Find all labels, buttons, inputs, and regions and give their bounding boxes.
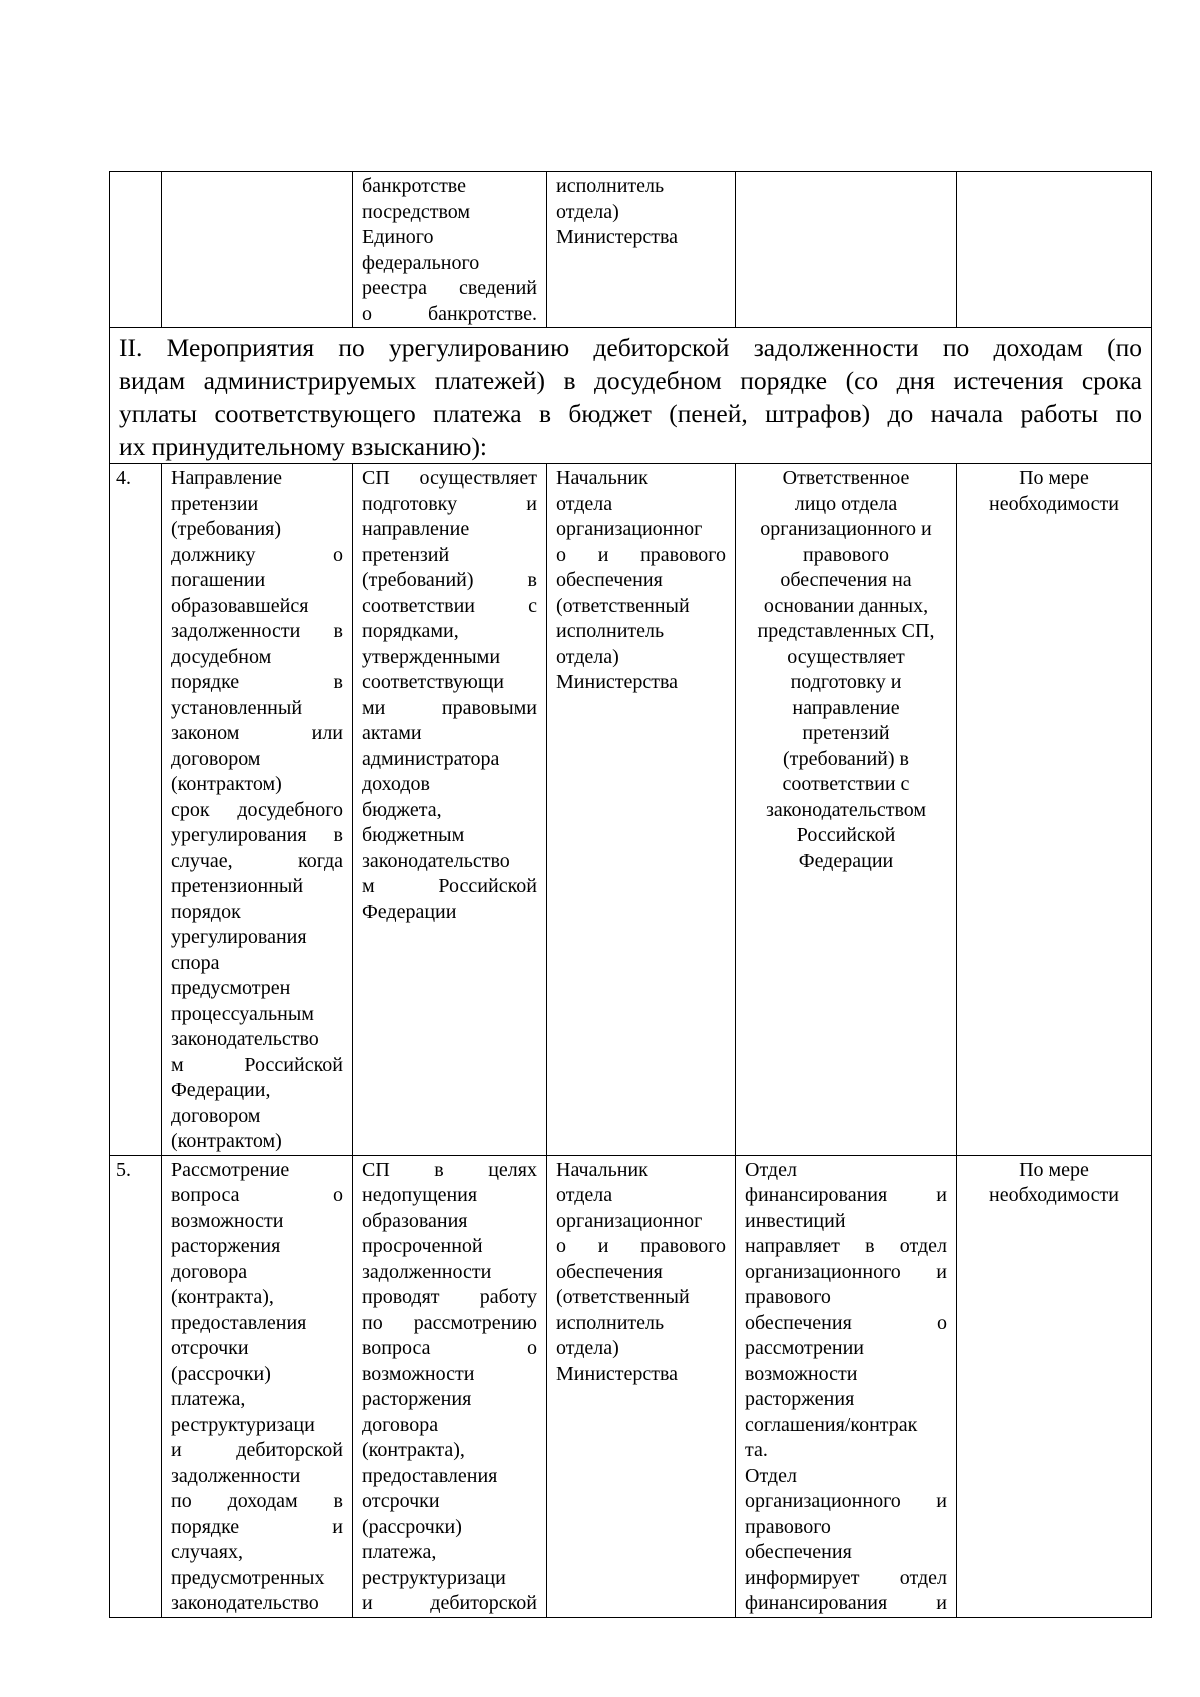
cell-text-line: направление	[792, 696, 900, 719]
cell-text-line: претензий	[362, 543, 450, 566]
cell-text-line: Министерства	[556, 1362, 679, 1385]
cell-text-line: организационного и	[745, 1260, 947, 1283]
cell-text-line: отдела)	[556, 645, 619, 668]
cell-text-line: Единого	[362, 226, 434, 248]
cell-text-line: претензионный	[171, 875, 304, 897]
cell-text-line: (контрактом)	[171, 773, 282, 795]
cell-text-line: Российской	[796, 824, 896, 846]
cell-text-line: реструктуризаци	[362, 1566, 506, 1589]
cell-text-line: Федерации	[798, 849, 894, 872]
cell-text-line: Отдел	[745, 1464, 797, 1487]
cell-text-line: направление	[362, 518, 470, 540]
cell-text-line: рассмотрении	[745, 1337, 864, 1359]
cell-text-line: законодательство	[171, 1028, 319, 1050]
cell-text-line: соответствии с	[362, 594, 537, 617]
cell-text-line: (ответственный	[556, 594, 690, 617]
section-title-line: их принудительному взысканию):	[119, 432, 488, 461]
cell-text-line: финансирования и	[745, 1592, 947, 1614]
actions-cell	[736, 172, 957, 328]
cell-text-line: расторжения	[745, 1388, 855, 1410]
cell-text-line: Ответственное	[782, 467, 910, 489]
cell-text-line: (требований) в	[783, 747, 909, 770]
procedure-cell	[353, 1155, 547, 1617]
cell-text-line: правового	[745, 1515, 831, 1538]
cell-text-line: ми правовыми	[362, 696, 537, 719]
section-title-line: видам администрируемых платежей) в досудебном порядке (со дня истечения срока	[119, 366, 1142, 395]
cell-text-line: СП осуществляет	[362, 467, 537, 489]
cell-text-line: доходов	[362, 773, 430, 795]
cell-text-line: порядке и	[171, 1515, 343, 1538]
cell-text-line: обеспечения	[556, 1260, 663, 1283]
cell-text-line: та.	[745, 1439, 768, 1461]
cell-text-line: необходимости	[988, 492, 1119, 515]
cell-text-line: бюджета,	[362, 798, 442, 821]
row-number-cell	[110, 172, 162, 328]
cell-text-line: предусмотренных	[171, 1566, 325, 1589]
cell-text-line: Министерства	[556, 671, 679, 693]
cell-text-line: урегулирования	[171, 926, 307, 948]
cell-text-line: По мере	[1019, 467, 1089, 489]
cell-text-line: актами	[362, 722, 422, 744]
cell-text-line: досудебном	[171, 645, 272, 668]
cell-text-line: администратора	[362, 747, 500, 770]
cell-text-line: о и правового	[556, 543, 726, 566]
cell-text-line: правового	[803, 543, 889, 566]
cell-text-line: Начальник	[556, 467, 648, 489]
cell-text-line: обеспечения	[556, 569, 663, 591]
event-name-cell	[162, 464, 353, 1156]
cell-text-line: утвержденными	[362, 645, 501, 668]
cell-text-line: порядок	[171, 900, 241, 923]
cell-text-line: срок досудебного	[171, 798, 343, 821]
cell-text-line: возможности	[362, 1362, 475, 1385]
row-number: 5.	[110, 1155, 162, 1617]
cell-text-line: исполнитель	[556, 175, 665, 197]
cell-text-line: лицо отдела	[794, 492, 898, 515]
cell-text-line: (рассрочки)	[171, 1362, 271, 1385]
cell-text-line: организационног	[556, 518, 703, 540]
cell-text-line: Рассмотрение	[171, 1158, 290, 1181]
cell-text-line: отдела	[556, 492, 613, 515]
cell-text-line: исполнитель	[556, 620, 665, 642]
cell-text-line: отдела)	[556, 1337, 619, 1359]
cell-text-line: задолженности	[362, 1260, 492, 1283]
cell-text-line: Направление	[171, 467, 282, 489]
deadline-cell	[957, 464, 1152, 1156]
cell-text-line: платежа,	[171, 1388, 246, 1410]
cell-text-line: законодательством	[765, 798, 927, 821]
responsible-cell	[547, 464, 736, 1156]
cell-text-line: о и правового	[556, 1235, 726, 1257]
section-title	[110, 328, 1152, 464]
cell-text-line: Федерации,	[171, 1079, 271, 1101]
cell-text-line: (требований) в	[362, 569, 537, 591]
cell-text-line: информирует отдел	[745, 1566, 947, 1589]
cell-text-line: возможности	[745, 1362, 858, 1385]
cell-text-line: соответствии с	[782, 773, 910, 795]
cell-text-line: правового	[745, 1286, 831, 1308]
cell-text-line: расторжения	[171, 1235, 281, 1257]
cell-text-line: образования	[362, 1209, 468, 1232]
procedure-cell	[353, 464, 547, 1156]
cell-text-line: (ответственный	[556, 1286, 690, 1308]
cell-text-line: соответствующи	[362, 671, 504, 693]
cell-text-line: м Российской	[362, 875, 537, 897]
cell-text-line: установленный	[171, 696, 303, 719]
cell-text-line: законодательство	[171, 1592, 319, 1614]
cell-text-line: необходимости	[988, 1184, 1119, 1206]
actions-cell	[736, 464, 957, 1156]
cell-text-line: инвестиций	[745, 1209, 846, 1232]
cell-text-line: договора	[171, 1260, 248, 1283]
cell-text-line: договором	[171, 747, 261, 770]
cell-text-line: погашении	[171, 569, 266, 591]
cell-text-line: Отдел	[745, 1158, 797, 1181]
cell-text-line: порядке в	[171, 671, 343, 693]
table-row-continued	[110, 172, 1152, 328]
cell-text-line: по рассмотрению	[362, 1311, 537, 1334]
cell-text-line: предоставления	[171, 1311, 307, 1334]
cell-text-line: (контракта),	[362, 1439, 465, 1461]
section-header-row	[110, 328, 1152, 464]
cell-text-line: подготовку и	[362, 492, 537, 515]
cell-text-line: договора	[362, 1413, 439, 1436]
table-row	[110, 464, 1152, 1156]
cell-text-line: банкротстве	[362, 175, 467, 197]
cell-text-line: просроченной	[362, 1235, 483, 1257]
cell-text-line: спора	[171, 951, 220, 974]
cell-text-line: организационного и	[745, 1490, 947, 1512]
cell-text-line: недопущения	[362, 1184, 478, 1206]
cell-text-line: задолженности в	[171, 620, 343, 642]
event-name-cell	[162, 1155, 353, 1617]
cell-text-line: и дебиторской	[362, 1592, 537, 1614]
cell-text-line: проводят работу	[362, 1286, 537, 1308]
cell-text-line: (контрактом)	[171, 1130, 282, 1152]
cell-text-line: и дебиторской	[171, 1439, 343, 1461]
cell-text-line: соглашения/контрак	[745, 1413, 918, 1436]
actions-cell	[736, 1155, 957, 1617]
procedure-cell	[353, 172, 547, 328]
cell-text-line: СП в целях	[362, 1158, 537, 1181]
cell-text-line: подготовку и	[790, 671, 902, 693]
cell-text-line: (контракта),	[171, 1286, 274, 1308]
cell-text-line: представленных СП,	[757, 620, 935, 642]
cell-text-line: отсрочки	[362, 1490, 440, 1512]
cell-text-line: предоставления	[362, 1464, 498, 1487]
cell-text-line: отдела	[556, 1184, 613, 1206]
cell-text-line: основании данных,	[763, 594, 929, 617]
cell-text-line: Министерства	[556, 226, 679, 248]
cell-text-line: вопроса о	[362, 1337, 537, 1359]
table-row	[110, 1155, 1152, 1617]
cell-text-line: должнику о	[171, 543, 343, 566]
deadline-cell	[957, 172, 1152, 328]
cell-text-line: о банкротстве.	[362, 302, 537, 325]
cell-text-line: претензии	[171, 492, 259, 515]
cell-text-line: задолженности	[171, 1464, 301, 1487]
cell-text-line: претензий	[802, 722, 890, 744]
measures-table	[109, 171, 1152, 1618]
cell-text-line: платежа,	[362, 1541, 437, 1563]
cell-text-line: обеспечения на	[780, 569, 912, 591]
cell-text-line: порядками,	[362, 620, 459, 642]
cell-text-line: случаях,	[171, 1541, 243, 1563]
cell-text-line: случае, когда	[171, 849, 343, 872]
cell-text-line: направляет в отдел	[745, 1235, 947, 1257]
cell-text-line: м Российской	[171, 1053, 343, 1076]
cell-text-line: бюджетным	[362, 824, 465, 846]
cell-text-line: по доходам в	[171, 1490, 343, 1512]
row-number: 4.	[110, 464, 162, 1156]
section-title-line: уплаты соответствующего платежа в бюджет (пеней, штрафов) до начала работы по	[119, 399, 1142, 428]
cell-text-line: вопроса о	[171, 1184, 343, 1206]
cell-text-line: обеспечения о	[745, 1311, 947, 1334]
cell-text-line: отсрочки	[171, 1337, 249, 1359]
cell-text-line: (требования)	[171, 518, 282, 540]
cell-text-line: (рассрочки)	[362, 1515, 462, 1538]
cell-text-line: федерального	[362, 251, 480, 274]
cell-text-line: исполнитель	[556, 1311, 665, 1334]
cell-text-line: расторжения	[362, 1388, 472, 1410]
cell-text-line: По мере	[1019, 1158, 1089, 1181]
cell-text-line: законодательство	[362, 849, 510, 872]
cell-text-line: осуществляет	[787, 645, 905, 668]
cell-text-line: организационного и	[760, 518, 932, 540]
cell-text-line: урегулирования в	[171, 824, 343, 846]
deadline-cell	[957, 1155, 1152, 1617]
cell-text-line: реструктуризаци	[171, 1413, 315, 1436]
cell-text-line: организационног	[556, 1209, 703, 1232]
cell-text-line: возможности	[171, 1209, 284, 1232]
cell-text-line: Федерации	[362, 900, 457, 923]
event-name-cell	[162, 172, 353, 328]
cell-text-line: реестра сведений	[362, 277, 537, 299]
cell-text-line: отдела)	[556, 200, 619, 223]
cell-text-line: посредством	[362, 200, 471, 223]
cell-text-line: законом или	[171, 722, 343, 744]
cell-text-line: договором	[171, 1104, 261, 1127]
cell-text-line: процессуальным	[171, 1002, 314, 1025]
section-title-line: II. Мероприятия по урегулированию дебиторской задолженности по доходам (по	[119, 333, 1142, 362]
cell-text-line: Начальник	[556, 1158, 648, 1181]
cell-text-line: предусмотрен	[171, 977, 291, 999]
cell-text-line: обеспечения	[745, 1541, 852, 1563]
cell-text-line: финансирования и	[745, 1184, 947, 1206]
responsible-cell	[547, 1155, 736, 1617]
responsible-cell	[547, 172, 736, 328]
cell-text-line: образовавшейся	[171, 594, 309, 617]
